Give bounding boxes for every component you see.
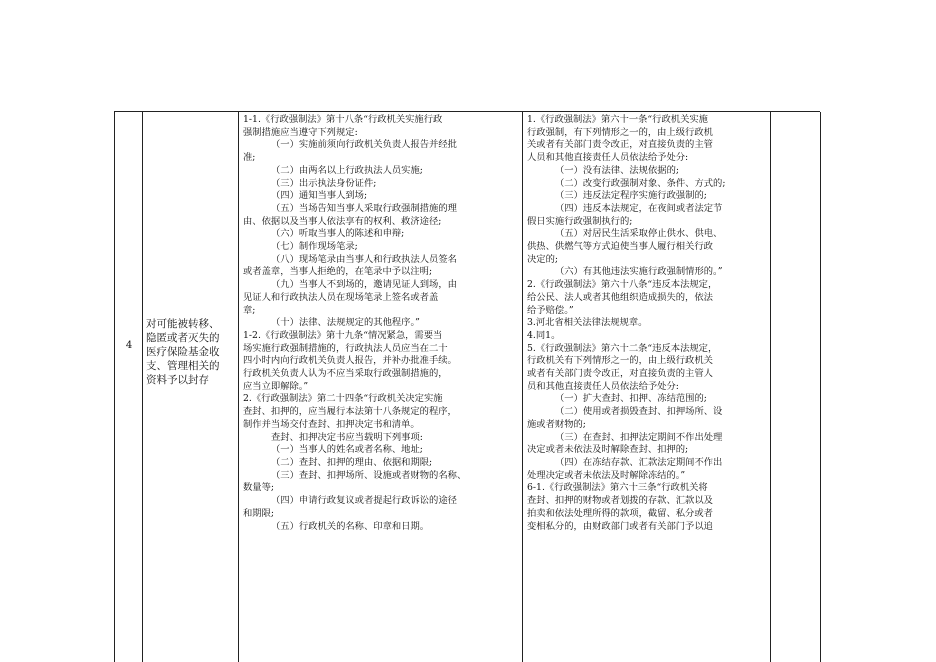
procedure-line: （八）现场笔录由当事人和行政执法人员签名 <box>271 253 457 265</box>
item-line: 支、管理相关的 <box>146 360 220 372</box>
procedure-line: 2.《行政强制法》第二十四条“行政机关决定实施 <box>243 393 443 405</box>
liability-line: （二）改变行政强制对象、条件、方式的; <box>555 177 726 189</box>
procedure-line: 章; <box>243 304 256 316</box>
procedure-line: （四）通知当事人到场; <box>271 190 368 202</box>
row-number: 4 <box>125 340 133 351</box>
liability-line: 或者有关部门责令改正，对直接负责的主管人 <box>527 368 713 380</box>
liability-line: 关或者有关部门责令改正，对直接负责的主管 <box>527 139 713 151</box>
liability-line: 人员和其他直接责任人员依法给予处分: <box>527 152 689 164</box>
procedure-line: （四）申请行政复议或者提起行政诉讼的途径 <box>271 495 457 507</box>
liability-cell <box>523 112 771 662</box>
liability-line: 给公民、法人或者其他组织造成损失的，依法 <box>527 291 713 303</box>
item-cell <box>143 112 239 662</box>
liability-line: 行政机关有下列情形之一的，由上级行政机关 <box>527 355 713 367</box>
procedure-line: 1-2.《行政强制法》第十九条“情况紧急，需要当 <box>243 329 443 341</box>
liability-line: 施或者财物的; <box>527 418 586 430</box>
remarks-cell <box>771 112 821 662</box>
procedure-cell <box>239 112 523 662</box>
responsibility-table <box>114 111 820 662</box>
procedure-line: 查封、扣押决定书应当载明下列事项: <box>271 431 423 443</box>
liability-line: 查封、扣押的财物或者划拨的存款、汇款以及 <box>527 495 713 507</box>
item-line: 医疗保险基金收 <box>146 346 220 358</box>
procedure-line: （三）出示执法身份证件; <box>271 177 377 189</box>
liability-line: 6-1.《行政强制法》第六十三条“行政机关将 <box>527 482 708 494</box>
liability-line: （二）使用或者损毁查封、扣押场所、设 <box>555 406 723 418</box>
item-name <box>146 317 236 387</box>
liability-line: 决定的; <box>527 253 559 265</box>
procedure-text <box>243 114 520 533</box>
procedure-line: 准; <box>243 152 256 164</box>
item-line: 资料予以封存 <box>146 374 209 386</box>
liability-line: （六）有其他违法实施行政强制情形的。” <box>555 266 723 278</box>
procedure-line: 应当立即解除。” <box>243 380 309 392</box>
liability-line: （一）没有法律、法规依据的; <box>555 164 679 176</box>
liability-line: 变相私分的，由财政部门或者有关部门予以追 <box>527 520 713 532</box>
item-line: 对可能被转移、 <box>146 318 220 330</box>
procedure-line: （一）实施前须向行政机关负责人报告并经批 <box>271 139 457 151</box>
procedure-line: 四小时内向行政机关负责人报告，并补办批准手续。 <box>243 355 457 367</box>
liability-line: 供热、供燃气等方式迫使当事人履行相关行政 <box>527 241 713 253</box>
procedure-line: （十）法律、法规规定的其他程序。” <box>271 317 420 329</box>
item-line: 隐匿或者灭失的 <box>146 332 220 344</box>
liability-line: 假日实施行政强制执行的; <box>527 215 633 227</box>
liability-line: 行政强制，有下列情形之一的，由上级行政机 <box>527 126 713 138</box>
procedure-line: 行政机关负责人认为不应当采取行政强制措施的， <box>243 368 448 380</box>
procedure-line: （九）当事人不到场的，邀请见证人到场，由 <box>271 279 457 291</box>
procedure-line: 或者盖章，当事人拒绝的，在笔录中予以注明; <box>243 266 433 278</box>
procedure-line: 由、依据以及当事人依法享有的权利、救济途径; <box>243 215 442 227</box>
procedure-line: （五）当场告知当事人采取行政强制措施的理 <box>271 202 457 214</box>
procedure-line: （三）查封、扣押场所、设施或者财物的名称、 <box>271 469 467 481</box>
liability-line: 决定或者未依法及时解除查封、扣押的; <box>527 444 689 456</box>
liability-line: 2.《行政强制法》第六十八条“违反本法规定， <box>527 279 718 291</box>
liability-line: 3.河北省相关法律法规规章。 <box>527 317 648 329</box>
liability-line: （四）在冻结存款、汇款法定期间不作出 <box>555 456 723 468</box>
liability-line: （一）扩大查封、扣押、冻结范围的; <box>555 393 707 405</box>
liability-text <box>527 114 768 533</box>
liability-line: 5.《行政强制法》第六十二条“违反本法规定， <box>527 342 718 354</box>
procedure-line: （六）听取当事人的陈述和申辩; <box>271 228 405 240</box>
procedure-line: （二）查封、扣押的理由、依据和期限; <box>271 456 433 468</box>
procedure-line: 强制措施应当遵守下列规定: <box>243 126 358 138</box>
number-cell <box>115 112 143 662</box>
procedure-line: 见证人和行政执法人员在现场笔录上签名或者盖 <box>243 291 439 303</box>
procedure-line: （五）行政机关的名称、印章和日期。 <box>271 520 430 532</box>
liability-line: （三）违反法定程序实施行政强制的; <box>555 190 707 202</box>
liability-line: （五）对居民生活采取停止供水、供电、 <box>555 228 723 240</box>
procedure-line: （二）由两名以上行政执法人员实施; <box>271 164 423 176</box>
liability-line: 处理决定或者未依法及时解除冻结的。” <box>527 469 686 481</box>
procedure-line: 查封、扣押的，应当履行本法第十八条规定的程序， <box>243 406 457 418</box>
liability-line: 员和其他直接责任人员依法给予处分: <box>527 380 679 392</box>
procedure-line: 1-1.《行政强制法》第十八条“行政机关实施行政 <box>243 114 443 125</box>
liability-line: 4.同1。 <box>527 329 561 341</box>
liability-line: （四）违反本法规定，在夜间或者法定节 <box>555 202 723 214</box>
liability-line: 拍卖和依法处理所得的款项，截留、私分或者 <box>527 507 713 519</box>
procedure-line: （一）当事人的姓名或者名称、地址; <box>271 444 423 456</box>
procedure-line: 场实施行政强制措施的，行政执法人员应当在二十 <box>243 342 448 354</box>
procedure-line: 和期限; <box>243 507 275 519</box>
liability-line: （三）在查封、扣押法定期间不作出处理 <box>555 431 723 443</box>
liability-line: 1.《行政强制法》第六十一条“行政机关实施 <box>527 114 708 125</box>
procedure-line: 数量等; <box>243 482 275 494</box>
procedure-line: （七）制作现场笔录; <box>271 241 358 253</box>
liability-line: 给予赔偿。” <box>527 304 574 316</box>
procedure-line: 制作并当场交付查封、扣押决定书和清单。 <box>243 418 420 430</box>
